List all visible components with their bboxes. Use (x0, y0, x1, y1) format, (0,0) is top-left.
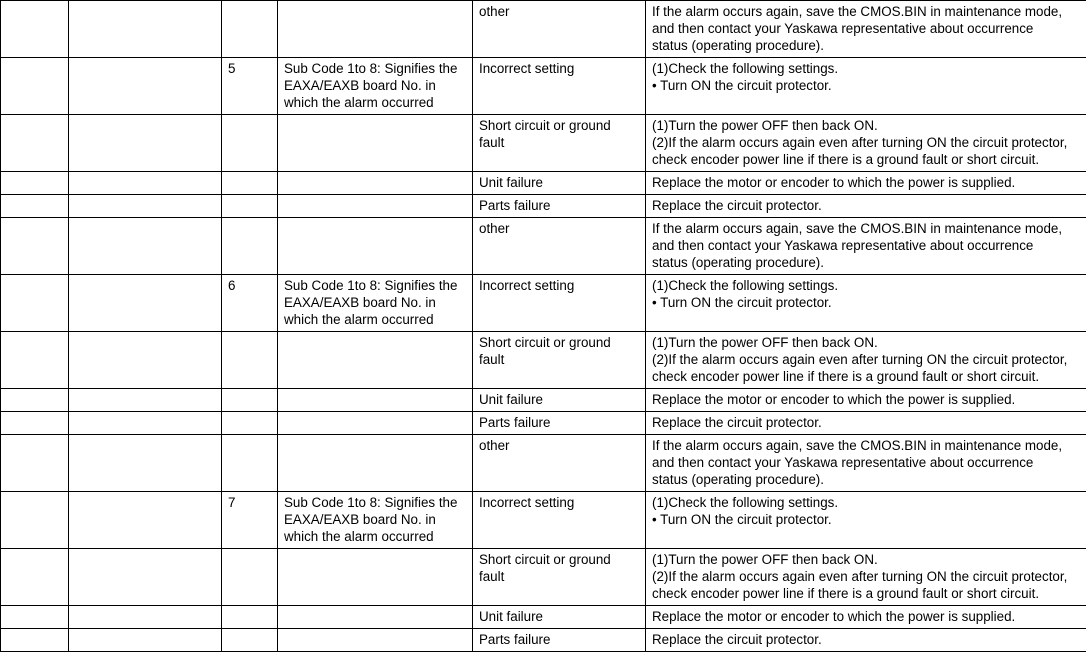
sub-code-meaning-cell (278, 1, 473, 58)
sub-code-meaning-line: EAXA/EAXB board No. in (284, 294, 436, 310)
cause-line: Unit failure (479, 392, 544, 407)
remedy-cell (646, 435, 1086, 492)
remedy-cell (646, 195, 1086, 218)
alarm-number-cell (1, 218, 69, 275)
sub-code-cell (222, 389, 278, 412)
sub-code-meaning-line: EAXA/EAXB board No. in (284, 77, 436, 93)
cause-line: Incorrect setting (479, 495, 575, 510)
sub-code-meaning-cell (278, 389, 473, 412)
remedy-line: Replace the circuit protector. (652, 632, 822, 647)
alarm-item-cell (69, 412, 222, 435)
table-row (1, 435, 1086, 492)
remedy-line: (1)Turn the power OFF then back ON. (652, 118, 878, 133)
sub-code-meaning-cell (278, 606, 473, 629)
sub-code-cell (222, 549, 278, 606)
alarm-item-cell (69, 275, 222, 332)
cause-cell (473, 492, 646, 549)
alarm-number-cell (1, 629, 69, 652)
remedy-line: and then contact your Yaskawa representative about occurrence (652, 20, 1034, 36)
remedy-cell (646, 629, 1086, 652)
table-row (1, 332, 1086, 389)
cause-line: Short circuit or ground (479, 118, 611, 133)
cause-line: other (479, 221, 510, 236)
alarm-item-cell (69, 115, 222, 172)
cause-line: Incorrect setting (479, 278, 575, 293)
alarm-item-cell (69, 172, 222, 195)
alarm-item-cell (69, 218, 222, 275)
cause-line: Incorrect setting (479, 61, 575, 76)
table-row (1, 275, 1086, 332)
alarm-number-cell (1, 389, 69, 412)
cause-line: Unit failure (479, 609, 544, 624)
remedy-line: • Turn ON the circuit protector. (652, 77, 832, 93)
sub-code-cell (222, 195, 278, 218)
sub-code-meaning-cell (278, 115, 473, 172)
cause-cell (473, 172, 646, 195)
sub-code-meaning-cell (278, 629, 473, 652)
alarm-item-cell (69, 492, 222, 549)
cause-line: fault (479, 351, 505, 367)
remedy-line: status (operating procedure). (652, 471, 824, 487)
cause-cell (473, 412, 646, 435)
alarm-number-cell (1, 492, 69, 549)
remedy-line: Replace the motor or encoder to which the power is supplied. (652, 175, 1016, 190)
sub-code-cell: 7 (222, 492, 278, 549)
cause-cell (473, 549, 646, 606)
cause-cell (473, 606, 646, 629)
remedy-cell (646, 1, 1086, 58)
remedy-line: Replace the circuit protector. (652, 415, 822, 430)
remedy-line: check encoder power line if there is a ground fault or short circuit. (652, 151, 1040, 167)
remedy-cell (646, 412, 1086, 435)
remedy-line: (2)If the alarm occurs again even after turning ON the circuit protector, (652, 351, 1068, 367)
remedy-cell (646, 218, 1086, 275)
cause-cell (473, 1, 646, 58)
remedy-line: and then contact your Yaskawa representative about occurrence (652, 237, 1034, 253)
cause-line: fault (479, 568, 505, 584)
remedy-line: check encoder power line if there is a ground fault or short circuit. (652, 585, 1040, 601)
sub-code-cell (222, 606, 278, 629)
alarm-number-cell (1, 115, 69, 172)
alarm-number-cell (1, 412, 69, 435)
remedy-line: If the alarm occurs again, save the CMOS.BIN in maintenance mode, (652, 221, 1063, 236)
alarm-item-cell (69, 1, 222, 58)
sub-code-meaning-line: Sub Code 1to 8: Signifies the (284, 278, 458, 293)
remedy-cell (646, 58, 1086, 115)
alarm-number-cell (1, 275, 69, 332)
sub-code-meaning-line: which the alarm occurred (284, 528, 434, 544)
alarm-number-cell (1, 172, 69, 195)
alarm-number-cell (1, 1, 69, 58)
table-row (1, 606, 1086, 629)
alarm-item-cell (69, 435, 222, 492)
table-row (1, 218, 1086, 275)
alarm-item-cell (69, 58, 222, 115)
table-row (1, 549, 1086, 606)
remedy-cell (646, 549, 1086, 606)
alarm-number-cell (1, 332, 69, 389)
alarm-item-cell (69, 549, 222, 606)
remedy-line: check encoder power line if there is a ground fault or short circuit. (652, 368, 1040, 384)
remedy-cell (646, 606, 1086, 629)
remedy-line: • Turn ON the circuit protector. (652, 511, 832, 527)
remedy-line: Replace the motor or encoder to which the power is supplied. (652, 609, 1016, 624)
alarm-number-cell (1, 58, 69, 115)
cause-line: Parts failure (479, 198, 551, 213)
sub-code-cell (222, 629, 278, 652)
sub-code-meaning-cell (278, 412, 473, 435)
table-row (1, 58, 1086, 115)
cause-line: other (479, 438, 510, 453)
sub-code-cell (222, 332, 278, 389)
cause-cell (473, 389, 646, 412)
sub-code-cell (222, 435, 278, 492)
remedy-line: Replace the circuit protector. (652, 198, 822, 213)
cause-line: Short circuit or ground (479, 552, 611, 567)
sub-code-cell (222, 218, 278, 275)
sub-code-meaning-cell (278, 275, 473, 332)
remedy-cell (646, 275, 1086, 332)
remedy-line: status (operating procedure). (652, 254, 824, 270)
sub-code-cell (222, 412, 278, 435)
remedy-line: • Turn ON the circuit protector. (652, 294, 832, 310)
sub-code-meaning-cell (278, 492, 473, 549)
cause-cell (473, 58, 646, 115)
cause-cell (473, 195, 646, 218)
alarm-item-cell (69, 195, 222, 218)
remedy-line: and then contact your Yaskawa representative about occurrence (652, 454, 1034, 470)
remedy-line: (1)Turn the power OFF then back ON. (652, 335, 878, 350)
cause-line: Parts failure (479, 415, 551, 430)
remedy-line: (1)Turn the power OFF then back ON. (652, 552, 878, 567)
sub-code-cell: 6 (222, 275, 278, 332)
remedy-cell (646, 332, 1086, 389)
sub-code-meaning-line: Sub Code 1to 8: Signifies the (284, 495, 458, 510)
sub-code-meaning-cell (278, 332, 473, 389)
sub-code-cell (222, 115, 278, 172)
remedy-line: If the alarm occurs again, save the CMOS.BIN in maintenance mode, (652, 4, 1063, 19)
alarm-number-cell (1, 606, 69, 629)
cause-line: other (479, 4, 510, 19)
cause-line: Short circuit or ground (479, 335, 611, 350)
sub-code-meaning-line: which the alarm occurred (284, 311, 434, 327)
sub-code-meaning-line: which the alarm occurred (284, 94, 434, 110)
sub-code-meaning-line: EAXA/EAXB board No. in (284, 511, 436, 527)
alarm-item-cell (69, 629, 222, 652)
remedy-line: (2)If the alarm occurs again even after turning ON the circuit protector, (652, 568, 1068, 584)
remedy-line: (1)Check the following settings. (652, 61, 839, 76)
table-row (1, 629, 1086, 652)
alarm-number-cell (1, 549, 69, 606)
table-row (1, 172, 1086, 195)
remedy-line: Replace the motor or encoder to which the power is supplied. (652, 392, 1016, 407)
remedy-line: (1)Check the following settings. (652, 278, 839, 293)
sub-code-meaning-cell (278, 549, 473, 606)
table-row (1, 115, 1086, 172)
remedy-line: If the alarm occurs again, save the CMOS.BIN in maintenance mode, (652, 438, 1063, 453)
sub-code-meaning-cell (278, 195, 473, 218)
sub-code-meaning-cell (278, 58, 473, 115)
remedy-cell (646, 389, 1086, 412)
cause-cell (473, 115, 646, 172)
remedy-line: (1)Check the following settings. (652, 495, 839, 510)
sub-code-cell: 5 (222, 58, 278, 115)
cause-cell (473, 435, 646, 492)
remedy-cell (646, 172, 1086, 195)
table-row (1, 195, 1086, 218)
cause-cell (473, 629, 646, 652)
sub-code-meaning-line: Sub Code 1to 8: Signifies the (284, 61, 458, 76)
table-row (1, 389, 1086, 412)
cause-cell (473, 332, 646, 389)
sub-code-cell (222, 1, 278, 58)
sub-code-meaning-cell (278, 218, 473, 275)
alarm-number-cell (1, 435, 69, 492)
table-row (1, 1, 1086, 58)
alarm-item-cell (69, 389, 222, 412)
cause-line: fault (479, 134, 505, 150)
sub-code-meaning-cell (278, 172, 473, 195)
table-row (1, 492, 1086, 549)
alarm-number-cell (1, 195, 69, 218)
alarm-item-cell (69, 606, 222, 629)
cause-cell (473, 275, 646, 332)
table-body (1, 1, 1086, 652)
sub-code-cell (222, 172, 278, 195)
remedy-line: (2)If the alarm occurs again even after turning ON the circuit protector, (652, 134, 1068, 150)
cause-cell (473, 218, 646, 275)
cause-line: Parts failure (479, 632, 551, 647)
alarm-item-cell (69, 332, 222, 389)
cause-line: Unit failure (479, 175, 544, 190)
remedy-line: status (operating procedure). (652, 37, 824, 53)
table-row (1, 412, 1086, 435)
sub-code-meaning-cell (278, 435, 473, 492)
remedy-cell (646, 115, 1086, 172)
remedy-cell (646, 492, 1086, 549)
